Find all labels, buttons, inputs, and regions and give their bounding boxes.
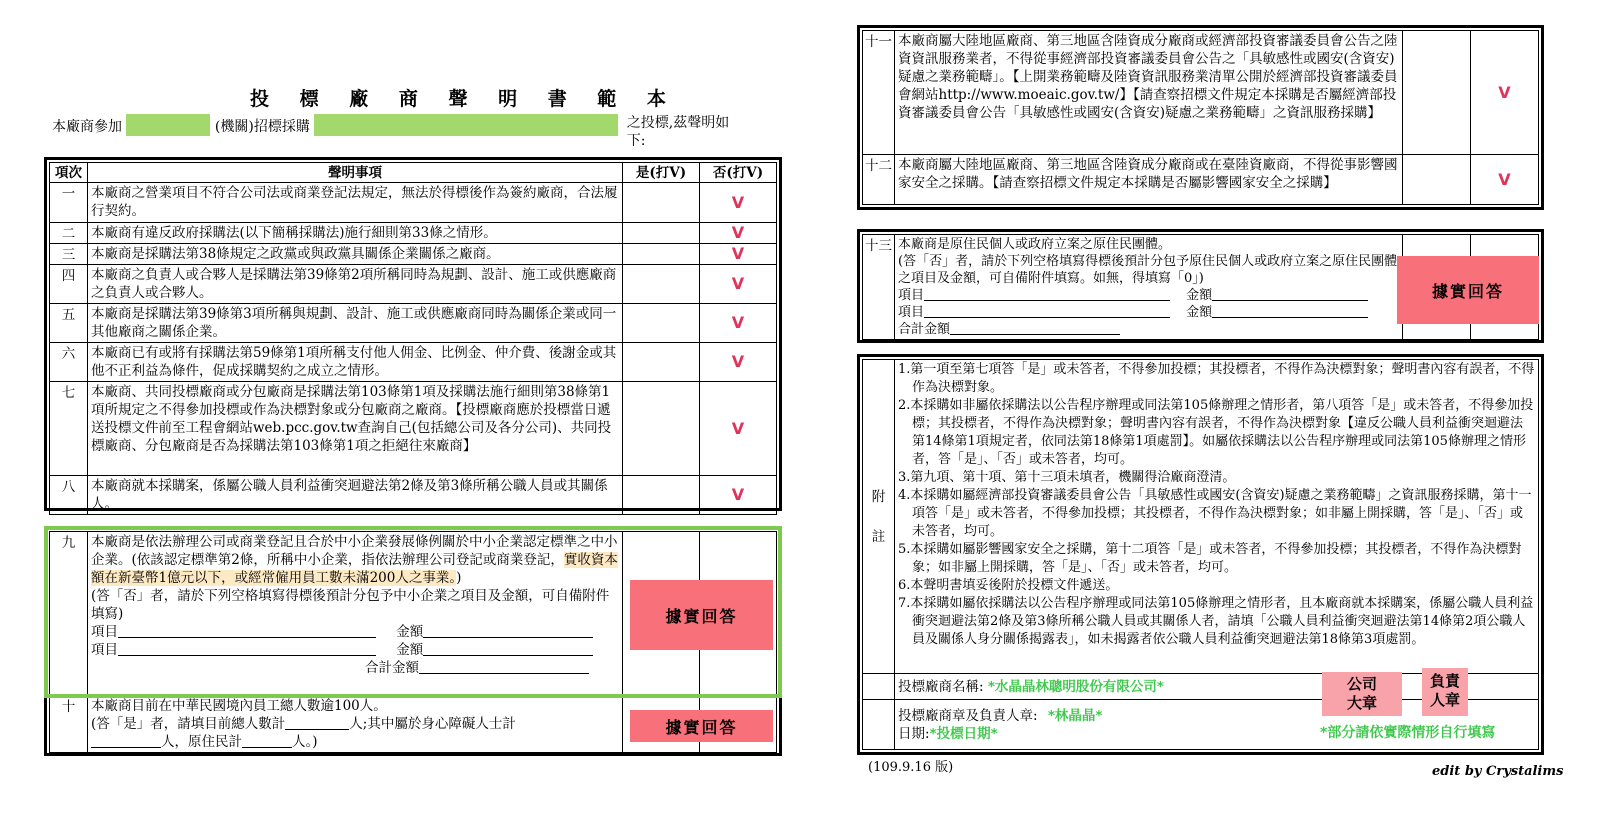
procurement-name-input[interactable] [314, 114, 618, 136]
amount-field[interactable] [1212, 304, 1368, 318]
table-row: 十二 本廠商屬大陸地區廠商、第三地區含陸資成分廠商或在臺陸資廠商，不得從事影響國家安全之採購。【請查察招標文件規定本採購是否屬影響國家安全之採購】 V [863, 155, 1539, 205]
header-statement: 聲明事項 [88, 163, 623, 183]
indigenous-staff-field[interactable] [242, 734, 292, 748]
no-check-mark[interactable]: V [700, 382, 777, 476]
list-item: 7.本採購如屬依採購法以公告程序辦理或同法第105條辦理之情形者，且本廠商就本採購案，係屬公職人員利益衝突迴避法第2條及第3條所稱公職人員或其關係人者，請填「公職人員利益衝突迴避法第14條第2項公職人員及關係人身分關係揭露表」，如未揭露者依公職人員利益衝突迴避法第18條第3項處罰。 [898, 596, 1534, 647]
yes-cell[interactable] [623, 265, 700, 304]
total-amount-field[interactable] [419, 660, 589, 674]
row9-text-a: 本廠商是依法辦理公司或商業登記且合於中小企業發展條例關於中小企業認定標準之中小企業。(依該認定標準第2條，所稱中小企業，指依法辦理公司登記或商業登記， [91, 534, 618, 568]
no-check-mark[interactable]: V [1471, 155, 1539, 205]
row9-text-c: (答「否」者，請於下列空格填寫得標後預計分包予中小企業之項目及金額，可自備附件填寫) [91, 588, 610, 622]
row9-highlight: 實收資本額在新臺幣1億元以下，或經常僱用員工數未滿200人之事業。 [91, 552, 618, 586]
disabled-staff-field[interactable] [91, 734, 161, 748]
notes-label: 附 註 [863, 360, 895, 674]
amount-field[interactable] [423, 642, 593, 656]
declaration-table-main [44, 157, 782, 511]
version-label: (109.9.16 版) [868, 760, 954, 775]
amount-field[interactable] [1212, 287, 1368, 301]
yes-cell[interactable] [1403, 31, 1471, 155]
answer-truthfully-button-10[interactable]: 據實回答 [630, 710, 773, 742]
declaration-table-mainland [857, 25, 1544, 210]
table-row: 七 本廠商、共同投標廠商或分包廠商是採購法第103條第1項及採購法施行細則第38條第1項所規定之不得參加投標或作為決標對象或分包廠商之廠商。【投標廠商應於投標當日遞送投標文件前至工程會網站web.pcc.gov.tw查詢自己(包括總公司及各分公司)、共同投標廠商、分包廠商是否為採購法第103條第1項之拒絕往來廠商】 V [50, 382, 777, 476]
total-staff-field[interactable] [285, 716, 349, 730]
total-amount-field[interactable] [950, 321, 1120, 335]
table-row: 六 本廠商已有或將有採購法第59條第1項所稱支付他人佣金、比例金、仲介費、後謝金或其他不正利益為條件，促成採購契約之成立之情形。 V [50, 343, 777, 382]
company-seal-stamp[interactable]: 公司 大章 [1322, 672, 1402, 716]
no-check-mark[interactable]: V [1471, 31, 1539, 155]
company-name-value[interactable]: *水晶晶林聰明股份有限公司* [987, 678, 1164, 695]
date-label: 日期: [898, 725, 930, 742]
header-no: 否(打V) [700, 163, 777, 183]
table-row: 五 本廠商是採購法第39條第3項所稱與規劃、設計、施工或供應廠商同時為關係企業或同一其他廠商之關係企業。 V [50, 304, 777, 343]
notes-list [898, 361, 1535, 649]
list-item: 6.本聲明書填妥後附於投標文件遞送。 [898, 578, 1119, 593]
responsible-person-seal-stamp[interactable]: 負責 人章 [1422, 668, 1468, 716]
header-item-no: 項次 [50, 163, 88, 183]
item-field[interactable] [118, 624, 376, 638]
seal-value[interactable]: *林晶晶* [1047, 707, 1103, 724]
fill-remark: *部分請依實際情形自行填寫 [1320, 725, 1496, 741]
table-row: 十三 本廠商是原住民個人或政府立案之原住民團體。 (答「否」者，請於下列空格填寫得標後預計分包予原住民個人或政府立案之原住民團體之項目及金額，可自備附件填寫。如無，得填寫「0」) 項目 金額 項目 金額 合計金額 [863, 235, 1539, 340]
yes-cell[interactable] [623, 304, 700, 343]
header-yes: 是(打V) [623, 163, 700, 183]
yes-cell[interactable] [623, 183, 700, 223]
agency-input[interactable] [126, 114, 210, 136]
list-item: 5.本採購如屬影響國家安全之採購，第十二項答「是」或未答者，不得參加投標；其投標者，不得作為決標對象；如非屬上開採購，答「是」、「否」或未答者，均可。 [898, 542, 1522, 575]
intro-pre: 本廠商參加 [52, 119, 122, 135]
page-title: 投 標 廠 商 聲 明 書 範 本 [250, 88, 678, 110]
yes-cell[interactable] [623, 223, 700, 244]
answer-truthfully-button-13[interactable]: 據實回答 [1397, 256, 1539, 324]
list-item: 1.第一項至第七項答「是」或未答者，不得參加投標；其投標者，不得作為決標對象；聲明書內容有誤者，不得作為決標對象。 [898, 362, 1535, 395]
no-check-mark[interactable]: V [700, 476, 777, 515]
yes-cell[interactable] [623, 244, 700, 265]
answer-truthfully-button-9[interactable]: 據實回答 [630, 580, 773, 650]
yes-cell[interactable] [623, 343, 700, 382]
intro-line [52, 114, 812, 150]
table-row: 一 本廠商之營業項目不符合公司法或商業登記法規定，無法於得標後作為簽約廠商，合法履行契約。 V [50, 183, 777, 223]
item-field[interactable] [118, 642, 376, 656]
list-item: 4.本採購如屬經濟部投資審議委員會公告「具敏感性或國安(含資安)疑慮之業務範疇」之資訊服務採購，第十一項答「是」或未答者，不得參加投標；其投標者，不得作為決標對象；如非屬上開採購，答「是」、「否」或未答者，均可。 [898, 488, 1532, 539]
yes-cell[interactable] [623, 476, 700, 515]
table-row: 十一 本廠商屬大陸地區廠商、第三地區含陸資成分廠商或經濟部投資審議委員會公告之陸資資訊服務業者，不得從事經濟部投資審議委員會公告之「具敏感性或國安(含資安)疑慮之業務範疇」。【上開業務範疇及陸資資訊服務業清單公開於經濟部投資審議委員會網站http://www.moeaic.gov.tw/】【請查察招標文件規定本採購是否屬經濟部投資審議委員會公告「具敏感性或國安(含資安)疑慮之業務範疇」之資訊服務採購】 V [863, 31, 1539, 155]
intro-mid: (機關)招標採購 [214, 119, 310, 135]
table-row: 三 本廠商是採購法第38條規定之政黨或與政黨具關係企業關係之廠商。 V [50, 244, 777, 265]
table-row: 二 本廠商有違反政府採購法(以下簡稱採購法)施行細則第33條之情形。 V [50, 223, 777, 244]
intro-post: 之投標,茲聲明如下: [626, 115, 730, 149]
list-item: 3.第九項、第十項、第十三項未填者，機關得洽廠商澄清。 [898, 470, 1236, 485]
no-check-mark[interactable]: V [700, 223, 777, 244]
table-row: 十 本廠商目前在中華民國境內員工總人數逾100人。 (答「是」者，請填目前總人數計 人;其中屬於身心障礙人士計 人，原住民計 人。) [50, 696, 777, 753]
list-item: 2.本採購如非屬依採購法以公告程序辦理或同法第105條辦理之情形者，第八項答「是」或未答者，不得參加投標；其投標者，不得作為決標對象；聲明書內容有誤者，不得作為決標對象【違反公職人員利益衝突迴避法第14條第1項規定者，依同法第18條第1項處罰】。如屬依採購法以公告程序辦理或同法第105條辦理之情形者，答「是」、「否」或未答者，均可。 [898, 398, 1534, 467]
company-name-label: 投標廠商名稱: [898, 678, 984, 695]
table-row: 八 本廠商就本採購案，係屬公職人員利益衝突迴避法第2條及第3條所稱公職人員或其關係人。 V [50, 476, 777, 515]
date-value[interactable]: *投標日期* [929, 725, 998, 742]
yes-cell[interactable] [623, 382, 700, 476]
item-field[interactable] [924, 304, 1170, 318]
yes-cell[interactable] [1403, 155, 1471, 205]
no-check-mark[interactable]: V [700, 304, 777, 343]
table-row: 四 本廠商之負責人或合夥人是採購法第39條第2項所稱同時為規劃、設計、施工或供應廠商之負責人或合夥人。 V [50, 265, 777, 304]
item-field[interactable] [924, 287, 1170, 301]
credit-label: edit by Crystalims [1432, 764, 1564, 779]
table-row: 九 本廠商是依法辦理公司或商業登記且合於中小企業發展條例關於中小企業認定標準之中小企業。(依該認定標準第2條，所稱中小企業，指依法辦理公司登記或商業登記，實收資本額在新臺幣1億元以下，或經常僱用員工數未滿200人之事業。) (答「否」者，請於下列空格填寫得標後預計分包予中小企業之項目及金額，可自備附件填寫) 項目 金額 項目 金額 合計金額 [50, 532, 777, 696]
amount-field[interactable] [423, 624, 593, 638]
no-check-mark[interactable]: V [700, 183, 777, 223]
no-check-mark[interactable]: V [700, 244, 777, 265]
seal-label: 投標廠商章及負責人章: [898, 707, 1038, 724]
no-check-mark[interactable]: V [700, 265, 777, 304]
no-check-mark[interactable]: V [700, 343, 777, 382]
